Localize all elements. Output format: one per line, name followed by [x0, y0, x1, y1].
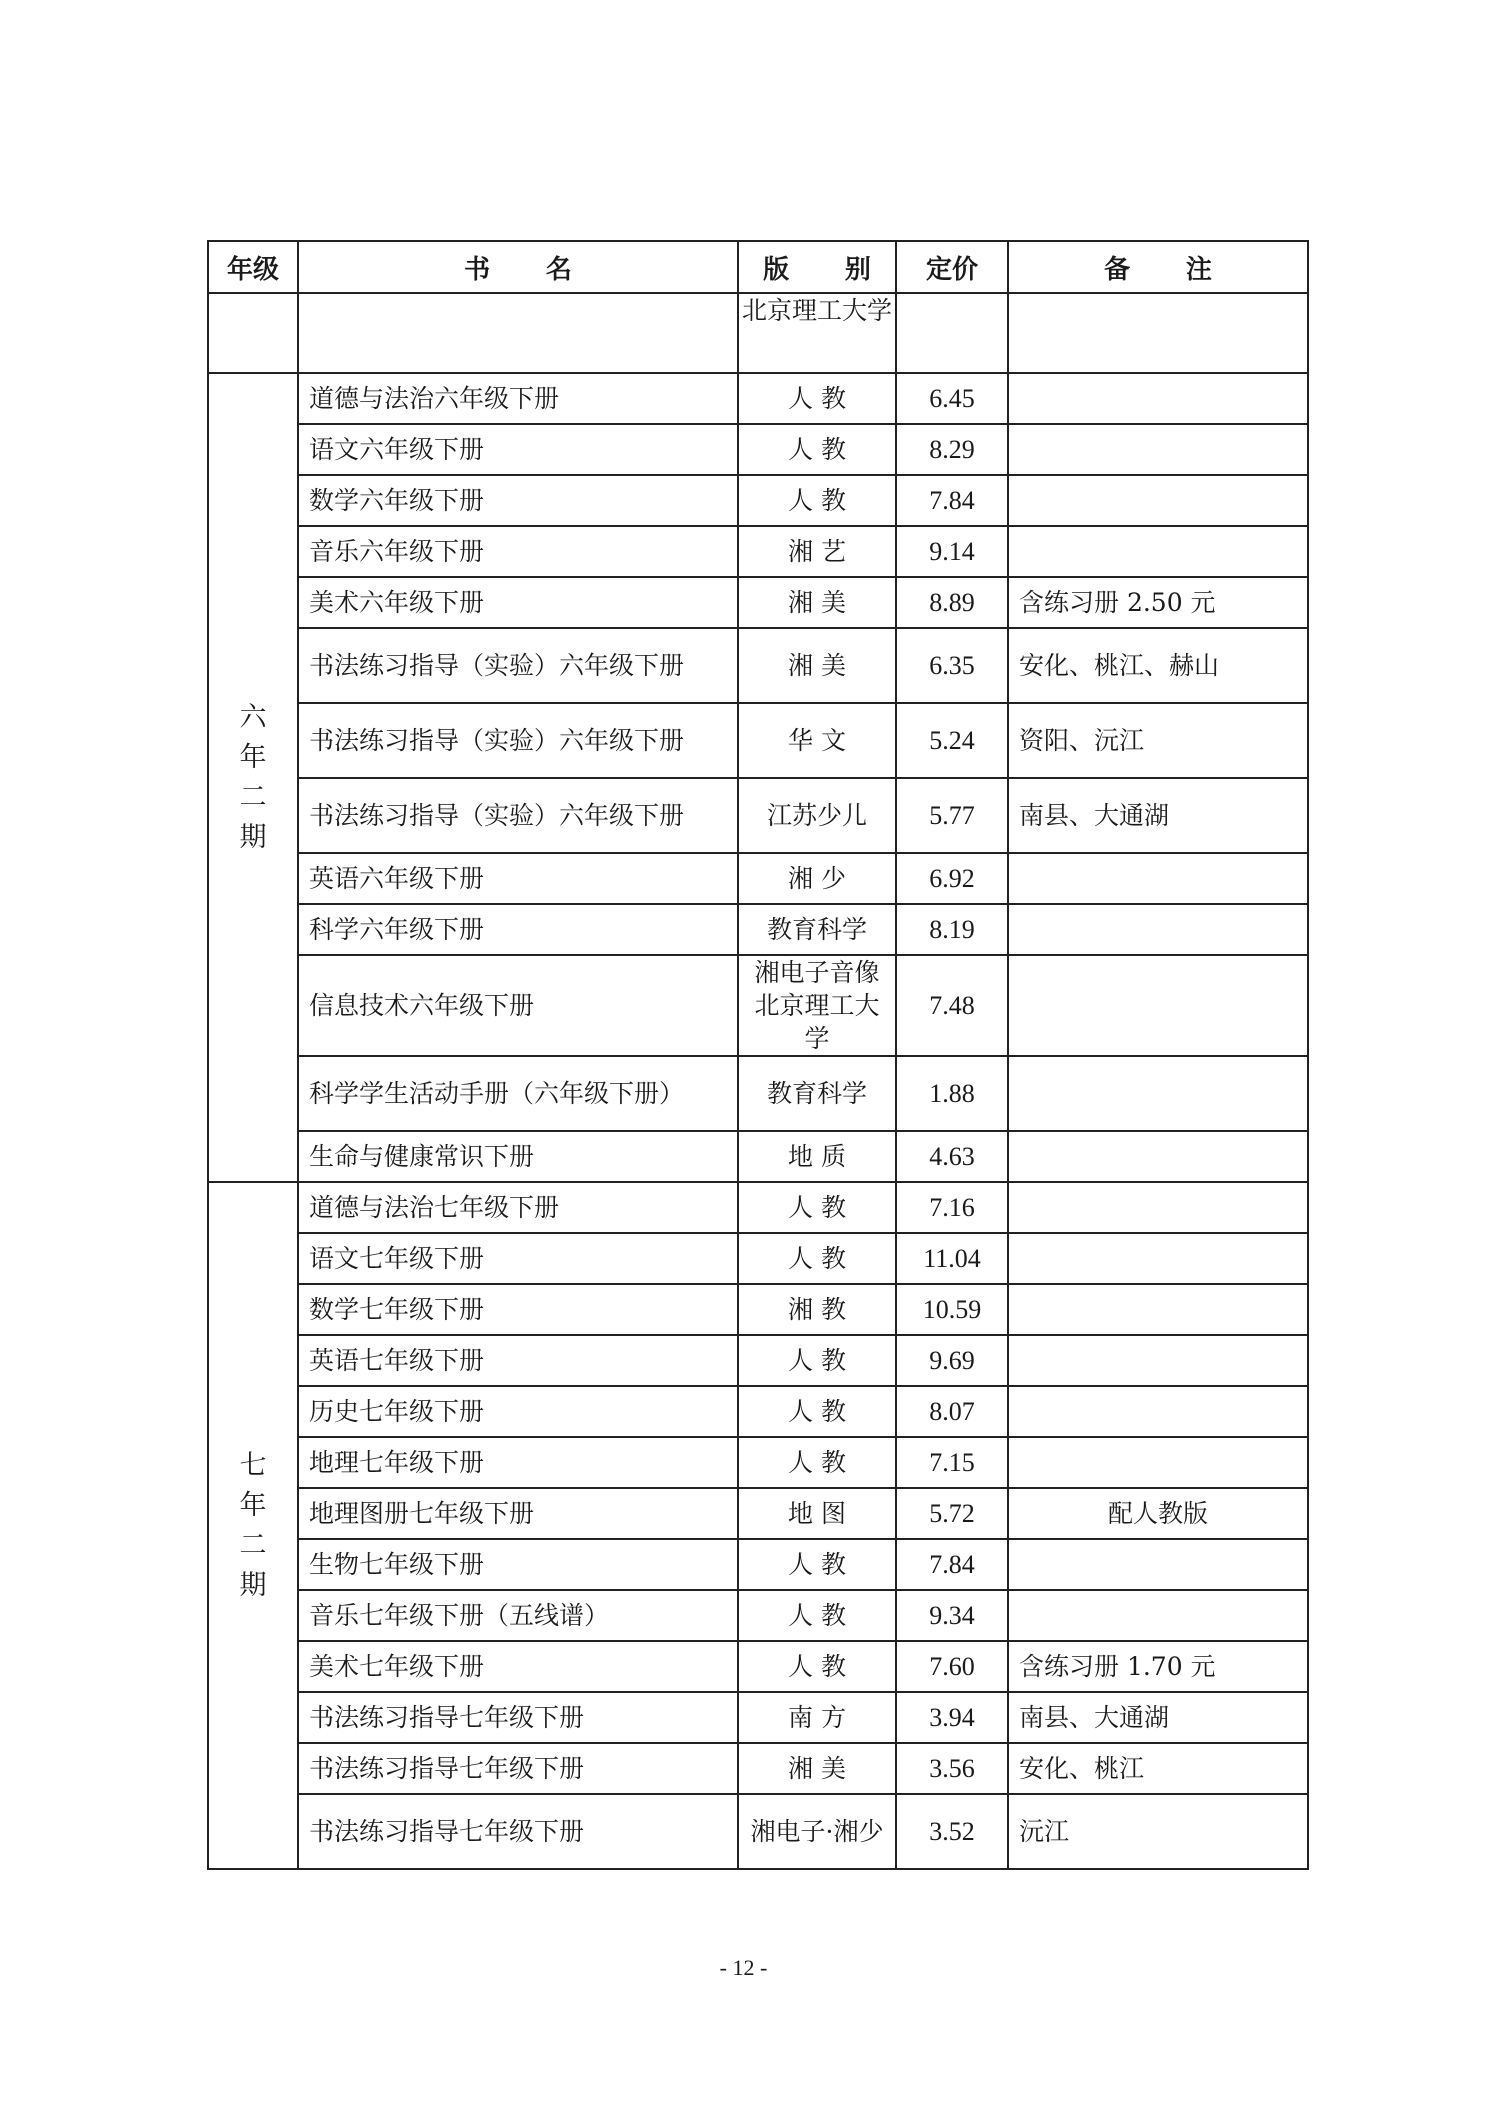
title-cell: 地理图册七年级下册 — [298, 1488, 738, 1539]
note-cell — [1008, 1539, 1308, 1590]
price-cell: 5.24 — [896, 703, 1008, 778]
publisher-cell: 湘 少 — [738, 853, 896, 904]
title-cell: 生命与健康常识下册 — [298, 1131, 738, 1182]
title-cell: 地理七年级下册 — [298, 1437, 738, 1488]
note-cell: 资阳、沅江 — [1008, 703, 1308, 778]
title-cell: 书法练习指导（实验）六年级下册 — [298, 703, 738, 778]
note-cell — [1008, 1284, 1308, 1335]
table-body — [208, 293, 1308, 1869]
price-cell: 7.60 — [896, 1641, 1008, 1692]
price-cell: 7.15 — [896, 1437, 1008, 1488]
publisher-cell: 地 图 — [738, 1488, 896, 1539]
publisher-cell: 湘电子·湘少 — [738, 1794, 896, 1869]
publisher-cell: 人 教 — [738, 1437, 896, 1488]
table-row — [208, 1437, 1308, 1488]
title-cell: 语文七年级下册 — [298, 1233, 738, 1284]
title-cell: 英语七年级下册 — [298, 1335, 738, 1386]
table-row — [208, 526, 1308, 577]
header-publisher-text: 版 别 — [763, 254, 895, 285]
table-row — [208, 904, 1308, 955]
table-row — [208, 1284, 1308, 1335]
note-cell: 南县、大通湖 — [1008, 778, 1308, 853]
price-cell: 9.14 — [896, 526, 1008, 577]
header-price: 定价 — [896, 241, 1008, 293]
title-cell: 道德与法治七年级下册 — [298, 1182, 738, 1233]
note-cell: 含练习册 2.50 元 — [1008, 577, 1308, 628]
price-cell: 6.92 — [896, 853, 1008, 904]
publisher-cell: 人 教 — [738, 424, 896, 475]
note-cell — [1008, 955, 1308, 1056]
price-cell: 9.69 — [896, 1335, 1008, 1386]
header-title — [298, 241, 738, 293]
price-cell: 6.35 — [896, 628, 1008, 703]
page-number: - 12 - — [719, 1955, 768, 1980]
header-note-text: 备 注 — [1104, 254, 1236, 285]
table-row — [208, 703, 1308, 778]
carryover-grade-cell — [208, 293, 298, 373]
table-row — [208, 1056, 1308, 1131]
price-cell: 10.59 — [896, 1284, 1008, 1335]
price-cell: 7.84 — [896, 1539, 1008, 1590]
table-row — [208, 1233, 1308, 1284]
publisher-cell: 湘 美 — [738, 628, 896, 703]
price-cell: 7.16 — [896, 1182, 1008, 1233]
grade-label: 七年二期 — [239, 1449, 267, 1601]
publisher-cell: 人 教 — [738, 1590, 896, 1641]
price-cell: 3.52 — [896, 1794, 1008, 1869]
note-cell — [1008, 1233, 1308, 1284]
note-cell — [1008, 1386, 1308, 1437]
price-cell: 3.94 — [896, 1692, 1008, 1743]
price-cell: 5.72 — [896, 1488, 1008, 1539]
title-cell: 美术六年级下册 — [298, 577, 738, 628]
publisher-cell: 湘电子音像 北京理工大学 — [738, 955, 896, 1056]
publisher-cell: 人 教 — [738, 373, 896, 424]
title-cell: 道德与法治六年级下册 — [298, 373, 738, 424]
table-row — [208, 628, 1308, 703]
carryover-row — [208, 293, 1308, 373]
header-grade: 年级 — [208, 241, 298, 293]
price-cell: 8.19 — [896, 904, 1008, 955]
publisher-cell: 地 质 — [738, 1131, 896, 1182]
price-cell: 11.04 — [896, 1233, 1008, 1284]
title-cell: 数学六年级下册 — [298, 475, 738, 526]
table-row — [208, 373, 1308, 424]
publisher-cell: 湘 美 — [738, 577, 896, 628]
title-cell: 生物七年级下册 — [298, 1539, 738, 1590]
table-row — [208, 1488, 1308, 1539]
note-cell: 配人教版 — [1008, 1488, 1308, 1539]
publisher-cell: 人 教 — [738, 1539, 896, 1590]
carryover-title-cell — [298, 293, 738, 373]
note-cell — [1008, 526, 1308, 577]
carryover-note-cell — [1008, 293, 1308, 373]
table-row — [208, 955, 1308, 1056]
table-row — [208, 1182, 1308, 1233]
table-row — [208, 1131, 1308, 1182]
note-cell: 安化、桃江、赫山 — [1008, 628, 1308, 703]
grade-label: 六年二期 — [239, 701, 267, 853]
table-row — [208, 1692, 1308, 1743]
table-row — [208, 1641, 1308, 1692]
title-cell: 书法练习指导（实验）六年级下册 — [298, 778, 738, 853]
price-cell: 8.07 — [896, 1386, 1008, 1437]
price-cell: 6.45 — [896, 373, 1008, 424]
header-note — [1008, 241, 1308, 293]
title-cell: 音乐七年级下册（五线谱） — [298, 1590, 738, 1641]
note-cell — [1008, 1056, 1308, 1131]
title-cell: 科学六年级下册 — [298, 904, 738, 955]
title-cell: 信息技术六年级下册 — [298, 955, 738, 1056]
table-row — [208, 1743, 1308, 1794]
title-cell: 音乐六年级下册 — [298, 526, 738, 577]
price-cell: 1.88 — [896, 1056, 1008, 1131]
price-cell: 3.56 — [896, 1743, 1008, 1794]
price-cell: 5.77 — [896, 778, 1008, 853]
title-cell: 英语六年级下册 — [298, 853, 738, 904]
publisher-cell: 湘 教 — [738, 1284, 896, 1335]
note-cell — [1008, 853, 1308, 904]
publisher-cell: 湘 艺 — [738, 526, 896, 577]
price-cell: 4.63 — [896, 1131, 1008, 1182]
title-cell: 书法练习指导七年级下册 — [298, 1794, 738, 1869]
title-cell: 语文六年级下册 — [298, 424, 738, 475]
publisher-cell: 人 教 — [738, 1335, 896, 1386]
header-title-text: 书 名 — [464, 254, 596, 285]
publisher-cell: 教育科学 — [738, 1056, 896, 1131]
price-cell: 7.84 — [896, 475, 1008, 526]
title-cell: 书法练习指导七年级下册 — [298, 1692, 738, 1743]
note-cell: 南县、大通湖 — [1008, 1692, 1308, 1743]
note-cell — [1008, 475, 1308, 526]
note-cell — [1008, 1335, 1308, 1386]
publisher-cell: 江苏少儿 — [738, 778, 896, 853]
table-row — [208, 424, 1308, 475]
title-cell: 历史七年级下册 — [298, 1386, 738, 1437]
publisher-cell: 南 方 — [738, 1692, 896, 1743]
publisher-cell: 人 教 — [738, 1641, 896, 1692]
note-cell: 沅江 — [1008, 1794, 1308, 1869]
table-row — [208, 1386, 1308, 1437]
publisher-cell: 人 教 — [738, 1386, 896, 1437]
price-cell: 7.48 — [896, 955, 1008, 1056]
publisher-cell: 人 教 — [738, 475, 896, 526]
title-cell: 书法练习指导七年级下册 — [298, 1743, 738, 1794]
publisher-cell: 湘 美 — [738, 1743, 896, 1794]
table-row — [208, 577, 1308, 628]
table-row — [208, 1539, 1308, 1590]
note-cell: 安化、桃江 — [1008, 1743, 1308, 1794]
table-row — [208, 1335, 1308, 1386]
table-row — [208, 853, 1308, 904]
note-cell — [1008, 424, 1308, 475]
carryover-price-cell — [896, 293, 1008, 373]
title-cell: 美术七年级下册 — [298, 1641, 738, 1692]
note-cell — [1008, 1182, 1308, 1233]
title-cell: 书法练习指导（实验）六年级下册 — [298, 628, 738, 703]
publisher-cell: 人 教 — [738, 1182, 896, 1233]
textbook-price-table — [207, 240, 1309, 1870]
table-row — [208, 1590, 1308, 1641]
note-cell: 含练习册 1.70 元 — [1008, 1641, 1308, 1692]
publisher-cell: 华 文 — [738, 703, 896, 778]
note-cell — [1008, 904, 1308, 955]
grade-cell — [208, 1182, 298, 1869]
note-cell — [1008, 1437, 1308, 1488]
header-publisher — [738, 241, 896, 293]
note-cell — [1008, 1590, 1308, 1641]
title-cell: 数学七年级下册 — [298, 1284, 738, 1335]
price-cell: 8.89 — [896, 577, 1008, 628]
table-header-row — [208, 241, 1308, 293]
table-row — [208, 475, 1308, 526]
price-cell: 8.29 — [896, 424, 1008, 475]
carryover-publisher-cell: 北京理工大学 — [738, 293, 896, 373]
price-cell: 9.34 — [896, 1590, 1008, 1641]
publisher-cell: 教育科学 — [738, 904, 896, 955]
grade-cell — [208, 373, 298, 1182]
note-cell — [1008, 1131, 1308, 1182]
title-cell: 科学学生活动手册（六年级下册） — [298, 1056, 738, 1131]
table-row — [208, 778, 1308, 853]
publisher-cell: 人 教 — [738, 1233, 896, 1284]
note-cell — [1008, 373, 1308, 424]
table-row — [208, 1794, 1308, 1869]
